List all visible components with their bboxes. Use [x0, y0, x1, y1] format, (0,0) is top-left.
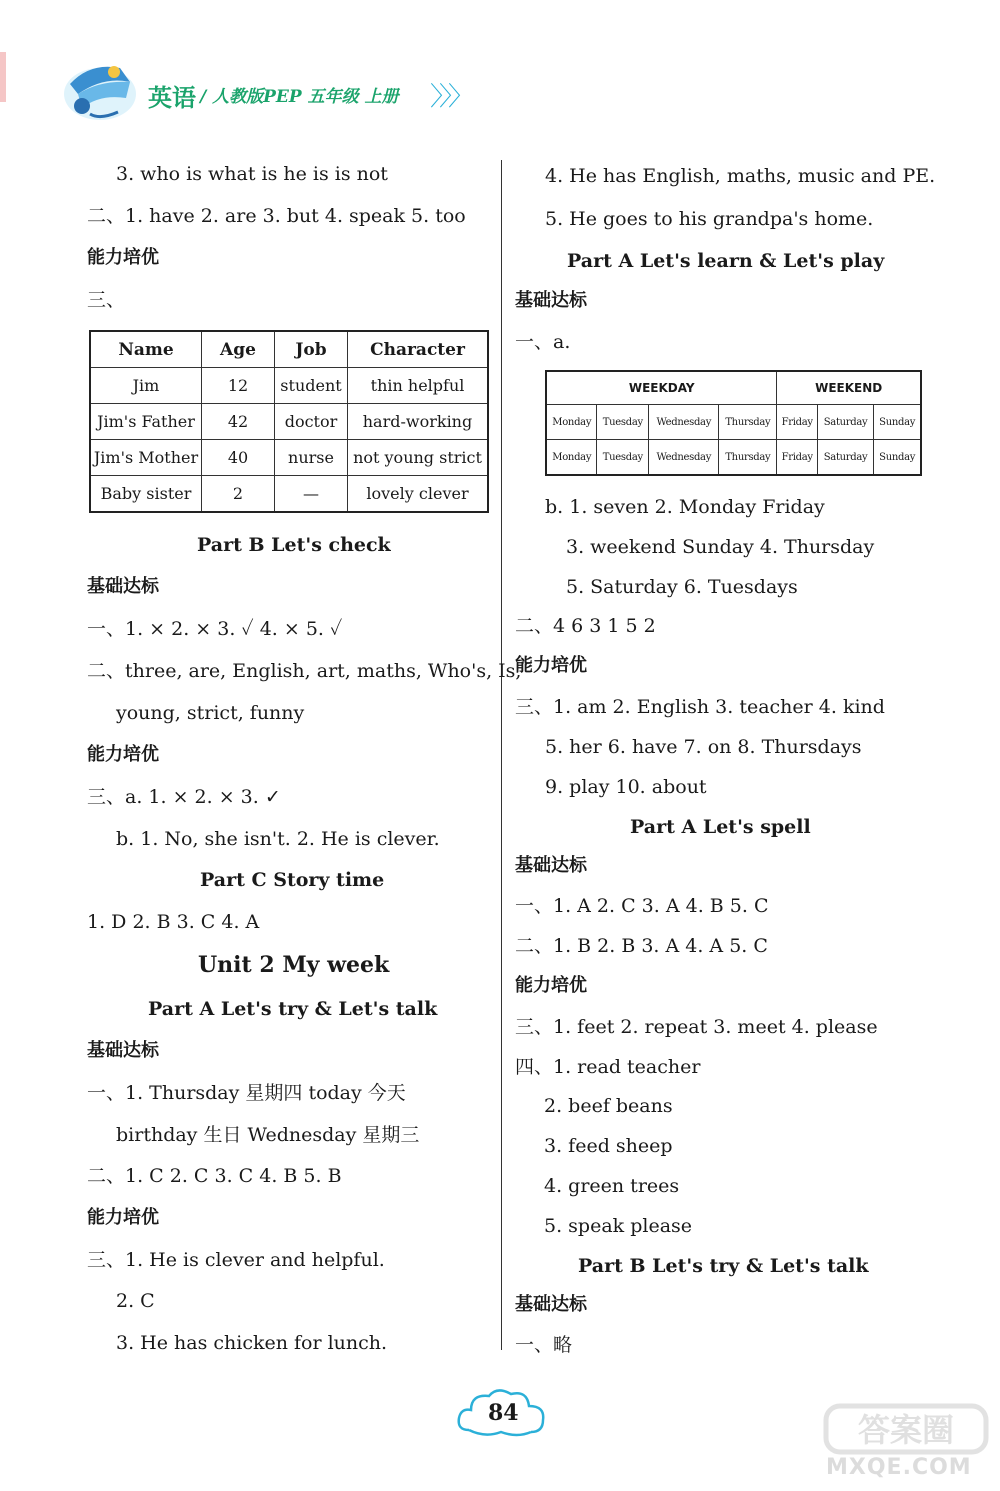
table-row — [90, 368, 488, 404]
table-row — [90, 404, 488, 440]
table-cell: 40 — [202, 440, 275, 476]
section-label: 基础达标 — [515, 855, 587, 876]
table-cell: hard-working — [348, 404, 489, 440]
table-cell: nurse — [275, 440, 348, 476]
table-cell: Saturday — [817, 405, 873, 440]
table-header: Age — [202, 331, 275, 368]
table-cell: 12 — [202, 368, 275, 404]
answer-line: young, strict, funny — [116, 702, 305, 724]
answer-line: 一、1. × 2. × 3. ✓ 4. × 5. ✓ — [87, 618, 343, 640]
answer-line: 9. play 10. about — [545, 776, 707, 798]
section-label: 基础达标 — [87, 576, 159, 597]
table-cell: doctor — [275, 404, 348, 440]
table-header: WEEKDAY — [546, 371, 777, 405]
answer-line: 5. Saturday 6. Tuesdays — [566, 576, 798, 598]
table-cell: Sunday — [874, 440, 921, 476]
book-mascot-icon — [60, 54, 140, 126]
answer-line: 三、1. He is clever and helpful. — [87, 1249, 385, 1271]
table-cell: Wednesday — [649, 405, 719, 440]
header-arrows-icon: 〉〉〉 — [430, 82, 471, 112]
part-heading: Part B Let's try & Let's talk — [578, 1255, 869, 1277]
table-cell: Monday — [546, 405, 597, 440]
page-number: 84 — [488, 1400, 519, 1426]
answer-line: 三、1. am 2. English 3. teacher 4. kind — [515, 696, 885, 718]
watermark-logo-text: 答案圈 — [857, 1411, 955, 1449]
table-cell: Tuesday — [597, 405, 649, 440]
answer-line: 1. D 2. B 3. C 4. A — [87, 911, 260, 933]
answer-line: 4. green trees — [544, 1175, 680, 1197]
table-cell: Friday — [777, 440, 818, 476]
table-header: Job — [275, 331, 348, 368]
table-header: WEEKEND — [777, 371, 921, 405]
table-cell: Baby sister — [90, 476, 202, 513]
unit-title: Unit 2 My week — [198, 952, 390, 978]
table-cell: Thursday — [719, 405, 777, 440]
answer-line: 一、1. Thursday 星期四 today 今天 — [87, 1082, 406, 1104]
table-header: Name — [90, 331, 202, 368]
answer-line: 5. speak please — [544, 1215, 693, 1237]
table-row — [546, 405, 921, 440]
part-heading: Part A Let's learn & Let's play — [567, 250, 885, 272]
column-divider — [501, 160, 502, 1350]
answer-line: 3. weekend Sunday 4. Thursday — [566, 536, 875, 558]
part-heading: Part A Let's spell — [630, 816, 811, 838]
part-heading: Part A Let's try & Let's talk — [148, 998, 438, 1020]
table-cell: Tuesday — [597, 440, 649, 476]
table-header-row — [90, 331, 488, 368]
table-cell: student — [275, 368, 348, 404]
answer-line: b. 1. No, she isn't. 2. He is clever. — [116, 828, 440, 850]
answer-line: 二、1. have 2. are 3. but 4. speak 5. too — [87, 205, 466, 227]
table-cell: Friday — [777, 405, 818, 440]
table-cell: thin helpful — [348, 368, 489, 404]
header-title: 英语 — [148, 84, 196, 112]
header-subtitle: / 人教版PEP 五年级 上册 — [200, 87, 399, 107]
table-cell: — — [275, 476, 348, 513]
table-cell: lovely clever — [348, 476, 489, 513]
table-header: Character — [348, 331, 489, 368]
section-label: 能力培优 — [87, 1207, 159, 1228]
answer-line: 三、 — [87, 289, 126, 311]
table-cell: Wednesday — [649, 440, 719, 476]
table-row — [90, 440, 488, 476]
answer-line: 5. He goes to his grandpa's home. — [545, 208, 874, 230]
answer-line: 一、1. A 2. C 3. A 4. B 5. C — [515, 895, 769, 917]
section-label: 基础达标 — [515, 1294, 587, 1315]
section-label: 能力培优 — [515, 655, 587, 676]
answer-line: 三、1. feet 2. repeat 3. meet 4. please — [515, 1016, 878, 1038]
answer-line: 3. who is what is he is is not — [116, 163, 388, 185]
answer-line: birthday 生日 Wednesday 星期三 — [116, 1124, 420, 1146]
answer-line: 2. beef beans — [544, 1095, 673, 1117]
page-edge-mark — [0, 52, 6, 102]
answer-line: 3. He has chicken for lunch. — [116, 1332, 388, 1354]
answer-line: 一、a. — [515, 331, 571, 353]
part-heading: Part C Story time — [200, 869, 385, 891]
table-cell: Jim's Mother — [90, 440, 202, 476]
table-header-row — [546, 371, 921, 405]
section-label: 基础达标 — [87, 1040, 159, 1061]
week-table — [545, 370, 922, 476]
section-label: 能力培优 — [87, 247, 159, 268]
section-label: 能力培优 — [515, 975, 587, 996]
answer-line: 2. C — [116, 1290, 155, 1312]
table-cell: Jim's Father — [90, 404, 202, 440]
table-cell: 42 — [202, 404, 275, 440]
answer-line: 一、略 — [515, 1334, 573, 1356]
part-heading: Part B Let's check — [197, 534, 391, 556]
answer-line: 3. feed sheep — [544, 1135, 673, 1157]
section-label: 能力培优 — [87, 744, 159, 765]
answer-line: 二、1. C 2. C 3. C 4. B 5. B — [87, 1165, 342, 1187]
table-cell: Thursday — [719, 440, 777, 476]
answer-line: 二、1. B 2. B 3. A 4. A 5. C — [515, 935, 768, 957]
table-row — [546, 440, 921, 476]
table-cell: Sunday — [874, 405, 921, 440]
character-table — [89, 330, 489, 513]
table-cell: 2 — [202, 476, 275, 513]
table-cell: not young strict — [348, 440, 489, 476]
answer-line: 二、three, are, English, art, maths, Who's, Is, — [87, 660, 522, 682]
answer-line: 二、4 6 3 1 5 2 — [515, 615, 656, 637]
table-cell: Jim — [90, 368, 202, 404]
table-row — [90, 476, 488, 513]
watermark-text: MXQE.COM — [826, 1455, 972, 1480]
table-cell: Saturday — [817, 440, 873, 476]
answer-line: 三、a. 1. × 2. × 3. ✓ — [87, 786, 281, 808]
answer-line: 5. her 6. have 7. on 8. Thursdays — [545, 736, 862, 758]
table-cell: Monday — [546, 440, 597, 476]
answer-line: b. 1. seven 2. Monday Friday — [545, 496, 825, 518]
section-label: 基础达标 — [515, 290, 587, 311]
answer-line: 四、1. read teacher — [515, 1056, 701, 1078]
answer-line: 4. He has English, maths, music and PE. — [545, 165, 936, 187]
